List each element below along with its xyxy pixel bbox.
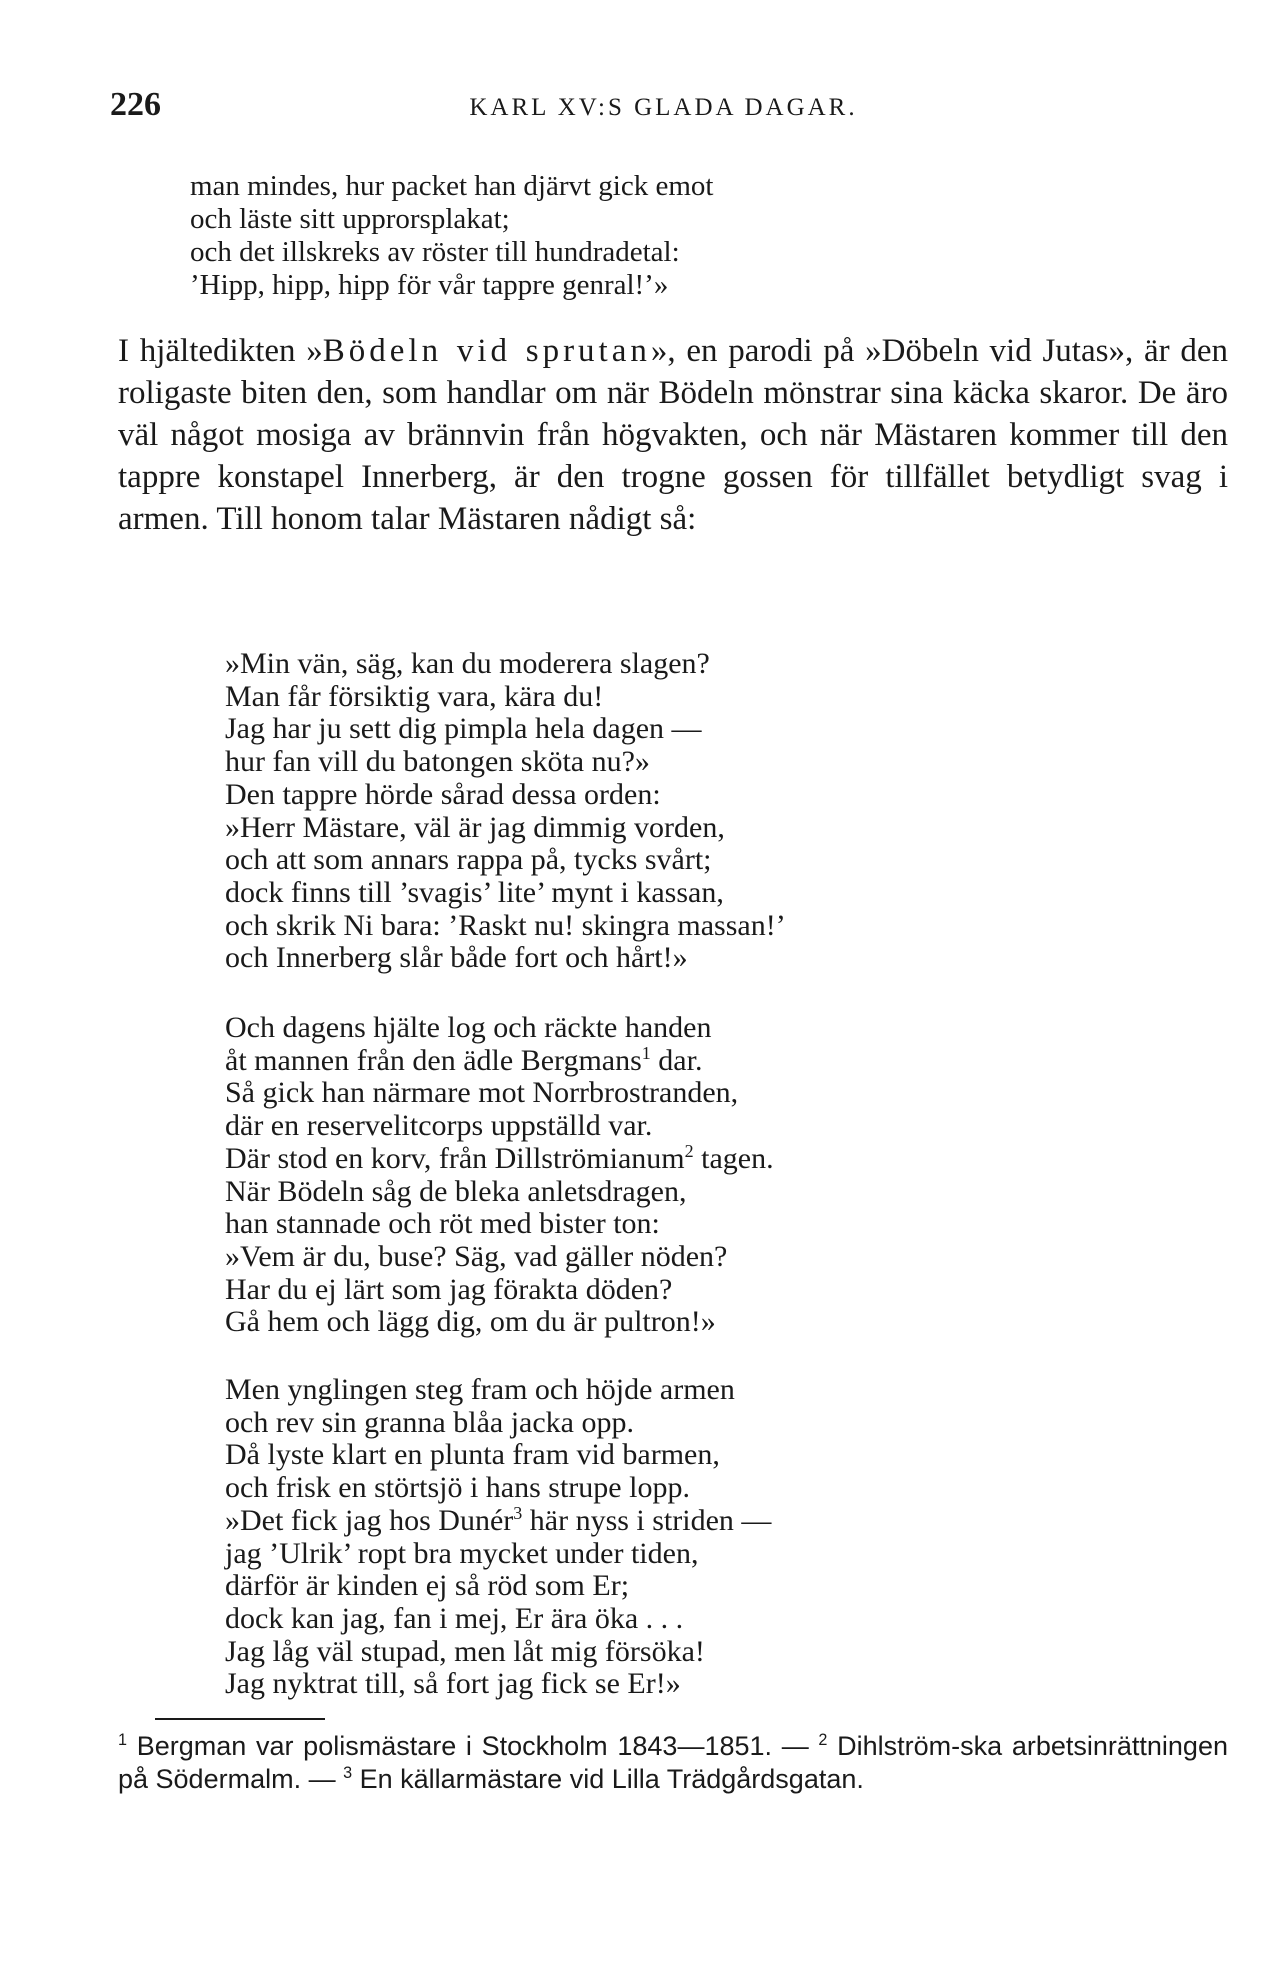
verse-line: därför är kinden ej så röd som Er;	[225, 1569, 630, 1603]
verse-line: Jag låg väl stupad, men låt mig försöka!	[225, 1634, 705, 1668]
verse-line: »Min vän, säg, kan du moderera slagen?	[225, 647, 710, 680]
verse-line: Har du ej lärt som jag förakta döden?	[225, 1272, 673, 1306]
verse-line: Så gick han närmare mot Norrbrostranden,	[225, 1076, 739, 1110]
verse-line: Gå hem och lägg dig, om du är pultron!»	[225, 1305, 716, 1339]
verse-line: man mindes, hur packet han djärvt gick emot	[190, 170, 714, 202]
footnote-text: Bergman var polismästare i Stockholm 1843—1851. —	[127, 1731, 819, 1761]
footnote-divider	[155, 1718, 325, 1720]
verse-line: ’Hipp, hipp, hipp för vår tappre genral!’»	[190, 269, 669, 301]
verse-line: han stannade och röt med bister ton:	[225, 1207, 660, 1241]
verse-stanza-2	[225, 648, 786, 975]
verse-line: Och dagens hjälte log och räckte handen	[225, 1011, 712, 1044]
footnote-number: 3	[343, 1764, 353, 1782]
verse-stanza-3	[225, 1012, 774, 1339]
verse-line: Den tappre hörde sårad dessa orden:	[225, 777, 661, 811]
verse-line: och Innerberg slår både fort och hårt!»	[225, 941, 688, 975]
footnote-text: Dihlström-ska arbetsinrättningen på Södermalm. —	[118, 1731, 1228, 1794]
footnote-text: En källarmästare vid Lilla Trädgårdsgatan.	[352, 1764, 864, 1794]
verse-stanza-4	[225, 1374, 771, 1701]
verse-line	[225, 1042, 774, 1078]
page-number: 226	[110, 86, 161, 123]
poem-title: Bödeln vid sprutan	[322, 333, 651, 369]
footnote-number: 2	[818, 1731, 828, 1749]
footnote-ref: 1	[641, 1042, 651, 1063]
verse-text: här nyss i striden —	[522, 1503, 772, 1537]
verse-line	[225, 1140, 774, 1176]
verse-line: Man får försiktig vara, kära du!	[225, 679, 604, 713]
footnote-ref: 2	[684, 1140, 694, 1161]
verse-line: »Vem är du, buse? Säg, vad gäller nöden?	[225, 1239, 728, 1273]
verse-line: dock finns till ’svagis’ lite’ mynt i kassan,	[225, 875, 724, 909]
verse-line: och att som annars rappa på, tycks svårt;	[225, 843, 712, 877]
running-head: KARL XV:S GLADA DAGAR.	[469, 94, 858, 121]
verse-line: och frisk en störtsjö i hans strupe lopp.	[225, 1471, 690, 1505]
verse-line: och skrik Ni bara: ’Raskt nu! skingra massan!’	[225, 908, 786, 942]
verse-text: »Det fick jag hos Dunér	[225, 1503, 514, 1537]
verse-line: När Bödeln såg de bleka anletsdragen,	[225, 1174, 687, 1208]
prose-paragraph	[118, 330, 1228, 540]
verse-line: dock kan jag, fan i mej, Er ära öka . . .	[225, 1601, 684, 1635]
verse-text: dar.	[650, 1043, 703, 1077]
verse-line: Jag nyktrat till, så fort jag fick se Er!»	[225, 1667, 681, 1701]
verse-text: tagen.	[693, 1141, 774, 1175]
verse-line	[225, 1502, 772, 1538]
verse-text: Där stod en korv, från Dillströmianum	[225, 1141, 685, 1175]
verse-stanza-1	[190, 170, 713, 302]
verse-line: jag ’Ulrik’ ropt bra mycket under tiden,	[225, 1536, 699, 1570]
footnote-number: 1	[118, 1731, 128, 1749]
footnote-ref: 3	[513, 1502, 523, 1523]
footnotes	[118, 1730, 1228, 1796]
verse-line: Då lyste klart en plunta fram vid barmen,	[225, 1438, 720, 1472]
verse-text: åt mannen från den ädle Bergmans	[225, 1043, 642, 1077]
verse-line: och läste sitt upprorsplakat;	[190, 203, 510, 235]
prose-text: I hjältedikten »	[118, 333, 323, 369]
prose-text: », en parodi på »Döbeln vid Jutas», är den roligaste biten den, som handlar om när Bödeln mönstrar sina käcka skaror. De äro väl något mosiga av brännvin från högvakten, och när Mästaren kommer till den tappre konstapel Innerberg, är den trogne gossen för tillfället betydligt svag i armen. Till honom talar Mästaren nådigt så:	[118, 333, 1228, 537]
verse-line: »Herr Mästare, väl är jag dimmig vorden,	[225, 810, 725, 844]
verse-line: och rev sin granna blåa jacka opp.	[225, 1405, 634, 1439]
verse-line: och det illskreks av röster till hundradetal:	[190, 236, 680, 268]
verse-line: Men ynglingen steg fram och höjde armen	[225, 1373, 735, 1406]
verse-line: Jag har ju sett dig pimpla hela dagen —	[225, 712, 702, 746]
verse-line: där en reservelitcorps uppställd var.	[225, 1109, 653, 1143]
verse-line: hur fan vill du batongen sköta nu?»	[225, 745, 650, 779]
